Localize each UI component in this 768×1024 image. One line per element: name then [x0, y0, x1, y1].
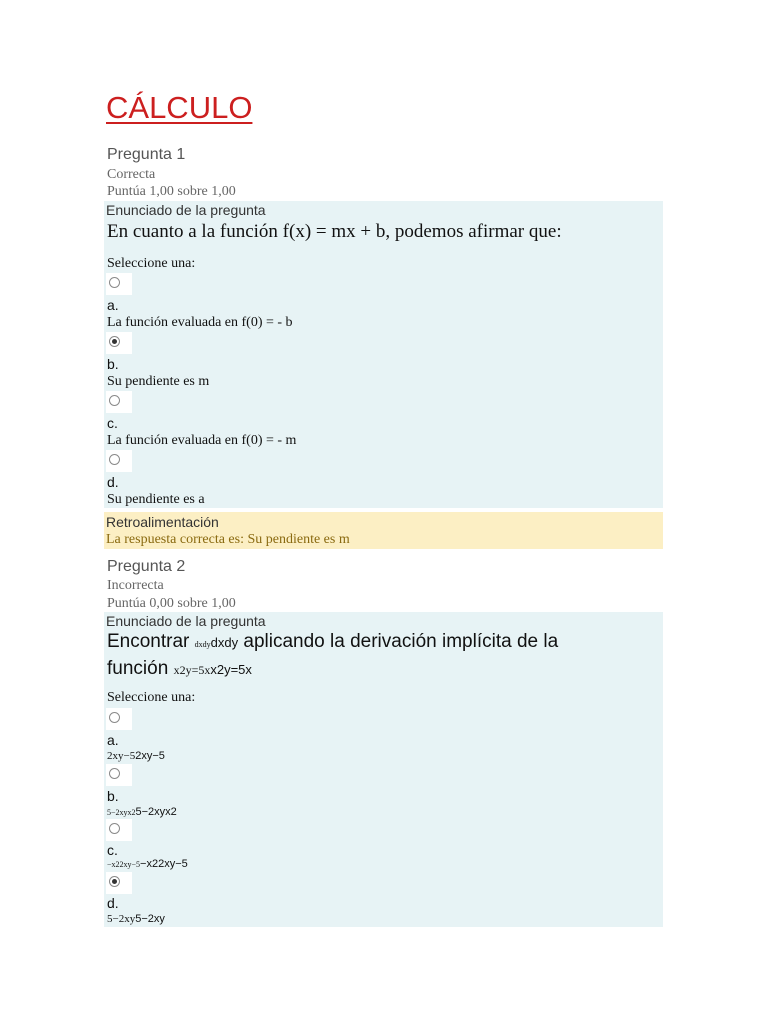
question-1-option-a-letter: a. — [107, 297, 119, 313]
question-1-status: Correcta — [107, 167, 156, 182]
question-1-option-b-radio[interactable] — [106, 332, 132, 354]
question-2-option-d-radio[interactable] — [106, 872, 132, 894]
question-1-option-c-radio[interactable] — [106, 391, 132, 413]
question-1-statement-header: Enunciado de la pregunta — [106, 202, 266, 218]
question-1-number: Pregunta 1 — [107, 146, 186, 163]
radio-checked-icon — [109, 336, 120, 347]
question-2-option-d-letter: d. — [107, 895, 119, 911]
question-2-option-c-small: −x22xy−5 — [107, 860, 141, 869]
question-2-option-a-math: 2xy−5 — [135, 750, 165, 762]
question-2-number: Pregunta 2 — [107, 558, 186, 575]
question-2-text-part1: Encontrar — [107, 631, 190, 652]
question-2-text — [107, 630, 647, 682]
question-1-option-b-letter: b. — [107, 356, 119, 372]
question-1-option-d-text[interactable]: Su pendiente es a — [107, 492, 205, 507]
question-2-option-b-math: 5−2xyx2 — [135, 806, 177, 818]
question-2-math1-small: dxdy — [194, 640, 211, 649]
question-1-option-b-text[interactable]: Su pendiente es m — [107, 374, 210, 389]
question-2-option-d-math: 5−2xy — [135, 913, 165, 925]
question-1-score: Puntúa 1,00 sobre 1,00 — [107, 184, 236, 199]
question-2-option-a-small: 2xy−5 — [107, 750, 136, 762]
question-2-option-b-text[interactable] — [107, 806, 177, 818]
question-2-math2: x2y=5x — [210, 662, 252, 677]
question-2-select-prompt: Seleccione una: — [107, 690, 196, 705]
question-2-option-b-small: 5−2xyx2 — [107, 808, 136, 817]
question-2-option-a-radio[interactable] — [106, 708, 132, 730]
radio-checked-icon — [109, 876, 120, 887]
question-2-status: Incorrecta — [107, 578, 164, 593]
question-2-option-d-small: 5−2xy — [107, 913, 136, 925]
radio-unchecked-icon — [109, 823, 120, 834]
question-2-option-b-radio[interactable] — [106, 764, 132, 786]
radio-unchecked-icon — [109, 768, 120, 779]
question-1-text: En cuanto a la función f(x) = mx + b, podemos afirmar que: — [107, 221, 562, 242]
question-1-select-prompt: Seleccione una: — [107, 256, 196, 271]
radio-unchecked-icon — [109, 712, 120, 723]
question-2-option-c-letter: c. — [107, 842, 118, 858]
question-1-feedback-text: La respuesta correcta es: Su pendiente es m — [106, 532, 350, 547]
question-1-option-c-text[interactable]: La función evaluada en f(0) = - m — [107, 433, 297, 448]
question-2-option-b-letter: b. — [107, 788, 119, 804]
radio-unchecked-icon — [109, 454, 120, 465]
question-2-math1: dxdy — [210, 635, 239, 650]
question-2-option-c-radio[interactable] — [106, 819, 132, 841]
question-2-text-part2: aplicando la derivación implícita de la — [243, 631, 559, 652]
page-title: CÁLCULO — [106, 90, 253, 125]
question-1-option-c-letter: c. — [107, 415, 118, 431]
question-2-option-c-math: −x22xy−5 — [140, 858, 188, 870]
question-2-option-a-letter: a. — [107, 732, 119, 748]
question-1-option-a-text[interactable]: La función evaluada en f(0) = - b — [107, 315, 293, 330]
question-2-text-part3: función — [107, 658, 169, 679]
radio-unchecked-icon — [109, 395, 120, 406]
question-1-panel — [104, 201, 663, 508]
question-2-option-c-text[interactable] — [107, 858, 188, 870]
radio-unchecked-icon — [109, 277, 120, 288]
question-2-math2-small: x2y=5x — [173, 663, 211, 677]
question-2-option-d-text[interactable] — [107, 913, 165, 925]
question-1-feedback-header: Retroalimentación — [106, 514, 219, 530]
question-2-score: Puntúa 0,00 sobre 1,00 — [107, 596, 236, 611]
question-2-option-a-text[interactable] — [107, 750, 165, 762]
question-1-option-d-letter: d. — [107, 474, 119, 490]
question-1-option-d-radio[interactable] — [106, 450, 132, 472]
question-2-statement-header: Enunciado de la pregunta — [106, 613, 266, 629]
question-1-option-a-radio[interactable] — [106, 273, 132, 295]
